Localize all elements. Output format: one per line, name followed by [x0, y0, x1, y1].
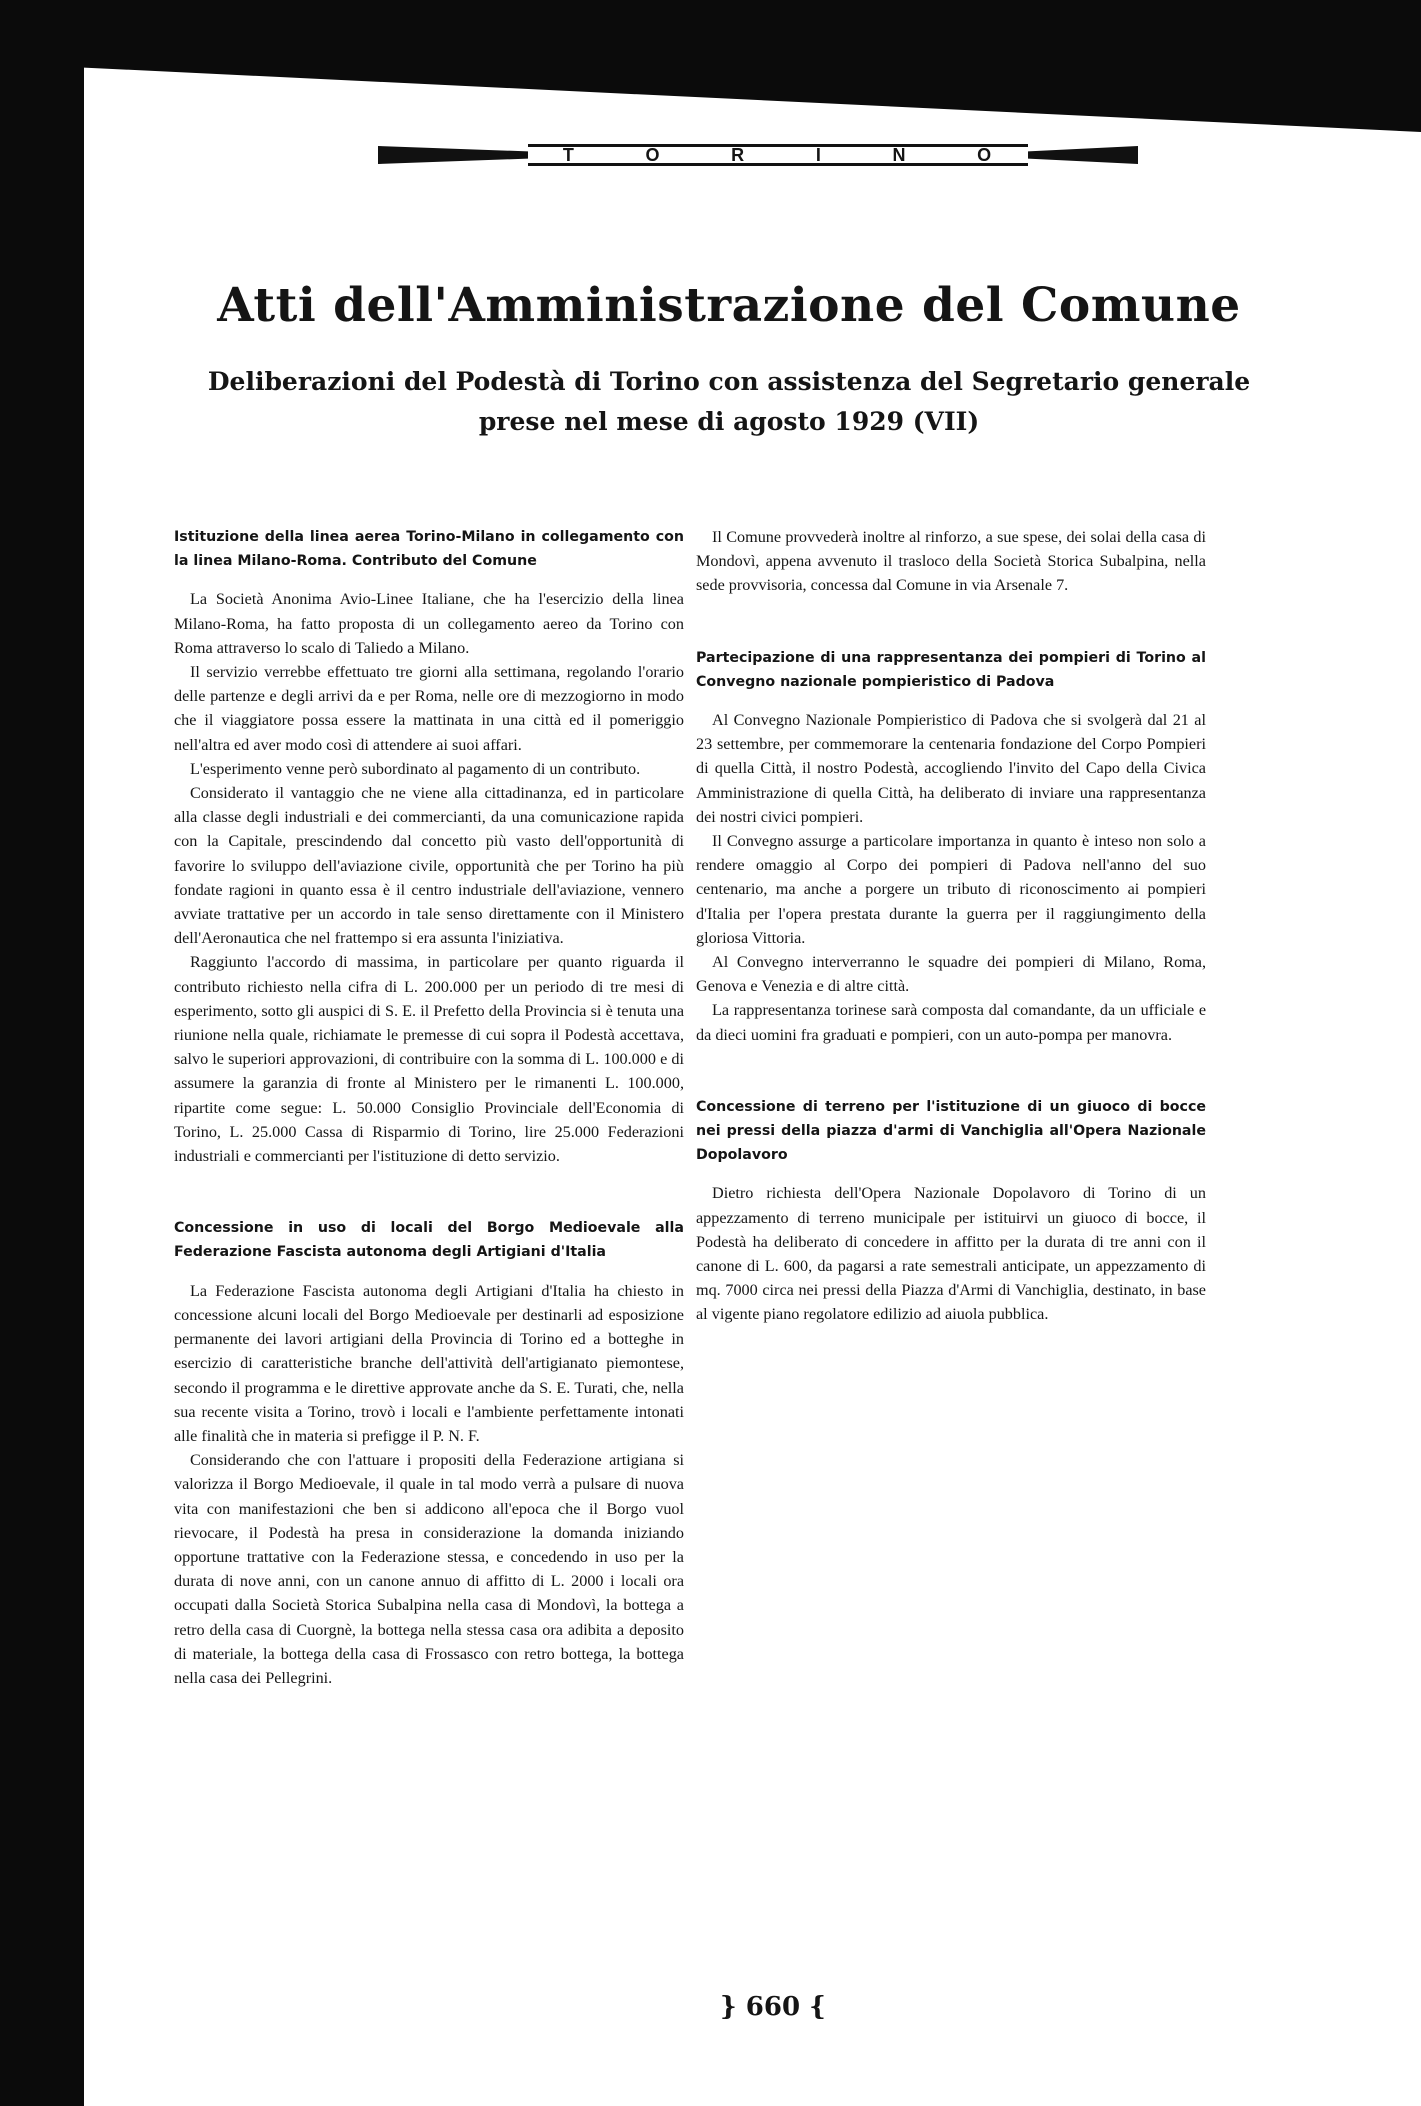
article-heading: Concessione di terreno per l'istituzione di un giuoco di bocce nei pressi della piazza d'armi di Vanchiglia all'Opera Nazionale Dopolavoro — [696, 1098, 1206, 1164]
subtitle-line-1: Deliberazioni del Podestà di Torino con assistenza del Segretario generale — [207, 367, 1251, 396]
subtitle-line-2: prese nel mese di agosto 1929 (VII) — [478, 407, 980, 436]
column-right — [696, 525, 1206, 1327]
masthead-letter: O — [977, 144, 994, 165]
article-paragraph: Al Convegno interverranno le squadre dei pompieri di Milano, Roma, Genova e Venezia e di altre città. — [696, 953, 1206, 996]
article-paragraph: La Federazione Fascista autonoma degli Artigiani d'Italia ha chiesto in concessione alcuni locali del Borgo Medioevale per destinarli ad esposizione permanente dei lavori artigiani della Provincia di Torino ed a botteghe in esercizio di caratteristiche branche dell'attività dell'artigianato piemontese, secondo il programma e le direttive approvate anche da S. E. Turati, che, nella sua recente visita a Torino, trovò i locali e l'ambiente perfettamente intonati alle finalità che in materia si prefigge il P. N. F. — [174, 1281, 684, 1445]
article-pompieri — [696, 646, 1206, 1047]
article-heading: Partecipazione di una rappresentanza dei pompieri di Torino al Convegno nazionale pompieristico di Padova — [696, 649, 1206, 690]
masthead-letter: R — [731, 144, 747, 165]
article-bocce — [696, 1095, 1206, 1327]
column-left — [174, 525, 684, 1690]
masthead-letter: O — [645, 144, 662, 165]
article-heading: Concessione in uso di locali del Borgo Medioevale alla Federazione Fascista autonoma degli Artigiani d'Italia — [174, 1220, 684, 1261]
page-number: } 660 { — [720, 1992, 826, 2022]
article-paragraph: La Società Anonima Avio-Linee Italiane, che ha l'esercizio della linea Milano-Roma, ha fatto proposta di un collegamento aereo da Torino con Roma attraverso lo scalo di Taliedo a Milano. — [174, 590, 684, 657]
masthead-torino — [378, 143, 1138, 167]
scan-border-top-wedge — [84, 62, 1421, 132]
masthead-letter: I — [815, 144, 823, 165]
article-paragraph: Il Convegno assurge a particolare importanza in quanto è inteso non solo a rendere omaggio al Corpo dei pompieri di Padova nell'anno del suo centenario, ma anche a porgere un tributo di riconoscimento ai pompieri d'Italia per l'opera prestata durante la guerra per il raggiungimento della gloriosa Vittoria. — [696, 832, 1206, 947]
masthead-ornament-right — [1028, 146, 1138, 164]
article-paragraph: Il Comune provvederà inoltre al rinforzo, a sue spese, dei solai della casa di Mondovì, appena avvenuto il trasloco della Società Storica Subalpina, nella sede provvisoria, concessa dal Comune in via Arsenale 7. — [696, 528, 1206, 595]
masthead-letter: N — [892, 144, 908, 165]
page-title: Atti dell'Amministrazione del Comune — [217, 278, 1241, 333]
scan-border-left — [0, 0, 84, 2106]
article-paragraph: La rappresentanza torinese sarà composta dal comandante, da un ufficiale e da dieci uomini fra graduati e pompieri, con un auto-pompa per manovra. — [696, 1001, 1206, 1044]
article-heading: Istituzione della linea aerea Torino-Milano in collegamento con la linea Milano-Roma. Contributo del Comune — [174, 529, 684, 570]
article-borgo-medioevale — [174, 1216, 684, 1690]
article-paragraph: Considerato il vantaggio che ne viene alla cittadinanza, ed in particolare alla classe degli industriali e dei commercianti, da una comunicazione rapida con la Capitale, prescindendo dal concetto più vasto dell'opportunità di favorire lo sviluppo dell'aviazione civile, opportunità che per Torino ha più fondate ragioni in quanto essa è il centro industriale dell'aviazione, vennero avviate trattative per un accordo in tale senso direttamente con il Ministero dell'Aeronautica che nel frattempo si era assunta l'iniziativa. — [174, 784, 684, 948]
masthead-letters — [528, 144, 1028, 166]
article-paragraph: Al Convegno Nazionale Pompieristico di Padova che si svolgerà dal 21 al 23 settembre, per commemorare la centenaria fondazione del Corpo Pompieri di quella Città, il nostro Podestà, accogliendo l'invito del Capo della Civica Amministrazione di quella Città, ha deliberato di inviare una rappresentanza dei nostri civici pompieri. — [696, 711, 1206, 826]
article-paragraph: L'esperimento venne però subordinato al pagamento di un contributo. — [190, 759, 641, 778]
masthead-letter: T — [562, 144, 576, 165]
article-paragraph: Considerando che con l'attuare i propositi della Federazione artigiana si valorizza il Borgo Medioevale, il quale in tal modo verrà a pulsare di nuova vita con manifestazioni che ben si addicono all'epoca che il Borgo vuol rievocare, il Podestà ha presa in considerazione la domanda iniziando opportune trattative con la Federazione stessa, e concedendo in uso per la durata di nove anni, con un canone annuo di affitto di L. 2000 i locali ora occupati dalla Società Storica Subalpina nella casa di Mondovì, la bottega a retro della casa di Cuorgnè, la bottega nella stessa casa ora adibita a deposito di materiale, la bottega della casa di Frossasco con retro bottega, la bottega nella casa dei Pellegrini. — [174, 1451, 684, 1687]
masthead-ornament-left — [378, 146, 528, 164]
scan-border-top — [84, 0, 1421, 62]
article-paragraph: Il servizio verrebbe effettuato tre giorni alla settimana, regolando l'orario delle partenze e degli arrivi da e per Roma, nelle ore di mezzogiorno in modo che il viaggiatore possa essere la mattinata in una città ed il pomeriggio nell'altra ed aver modo così di attendere ai suoi affari. — [174, 663, 684, 754]
article-paragraph: Dietro richiesta dell'Opera Nazionale Dopolavoro di Torino di un appezzamento di terreno municipale per istituirvi un giuoco di bocce, il Podestà ha deliberato di concedere in affitto per la durata di tre anni con il canone di L. 600, da pagarsi a rate semestrali anticipate, un appezzamento di mq. 7000 circa nei pressi della Piazza d'Armi di Vanchiglia, destinato, in base al vigente piano regolatore edilizio ad aiuola pubblica. — [696, 1184, 1206, 1324]
page-subtitle — [174, 362, 1284, 442]
article-paragraph: Raggiunto l'accordo di massima, in particolare per quanto riguarda il contributo richiesto nella cifra di L. 200.000 per un periodo di tre mesi di esperimento, sotto gli auspici di S. E. il Prefetto della Provincia si è tenuta una riunione nella quale, richiamate le premesse di cui sopra il Podestà accettava, salvo le superiori approvazioni, di contribuire con la somma di L. 100.000 e di assumere la garanzia di fronte al Ministero per le rimanenti L. 100.000, ripartite come segue: L. 50.000 Consiglio Provinciale dell'Economia di Torino, L. 25.000 Cassa di Risparmio di Torino, lire 25.000 Federazioni industriali e commercianti per l'istituzione di detto servizio. — [174, 953, 684, 1166]
article-linea-aerea — [174, 525, 684, 1168]
